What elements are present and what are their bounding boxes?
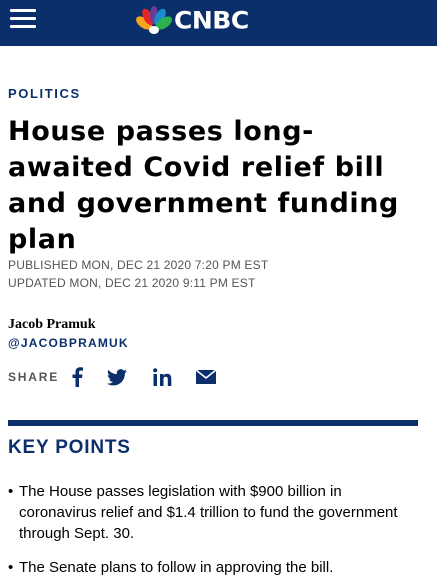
- peacock-icon: [136, 6, 172, 34]
- linkedin-icon[interactable]: [151, 366, 173, 388]
- hamburger-menu-icon[interactable]: [10, 9, 36, 29]
- share-label: SHARE: [8, 370, 60, 384]
- section-label[interactable]: POLITICS: [8, 86, 81, 101]
- facebook-icon[interactable]: [70, 366, 84, 388]
- brand-name: CNBC: [174, 6, 249, 34]
- share-bar: [8, 366, 59, 388]
- twitter-icon[interactable]: [106, 366, 128, 388]
- key-point-item: • The House passes legislation with $900 billion in coronavirus relief and $1.4 trillion to fund the government through Sept. 30.: [8, 481, 408, 544]
- author-name[interactable]: Jacob Pramuk: [8, 317, 96, 332]
- published-timestamp: PUBLISHED MON, DEC 21 2020 7:20 PM EST: [8, 258, 269, 272]
- key-points-title: KEY POINTS: [8, 437, 131, 458]
- author-twitter-handle[interactable]: @JACOBPRAMUK: [8, 336, 129, 350]
- key-point-item: • The Senate plans to follow in approving the bill.: [8, 557, 408, 578]
- top-nav-bar: [0, 0, 437, 46]
- updated-timestamp: UPDATED MON, DEC 21 2020 9:11 PM EST: [8, 276, 256, 290]
- article-headline: House passes long-awaited Covid relief bill and government funding plan: [8, 116, 399, 255]
- cnbc-logo[interactable]: [136, 5, 249, 35]
- section-divider: [8, 420, 418, 426]
- email-icon[interactable]: [195, 366, 217, 388]
